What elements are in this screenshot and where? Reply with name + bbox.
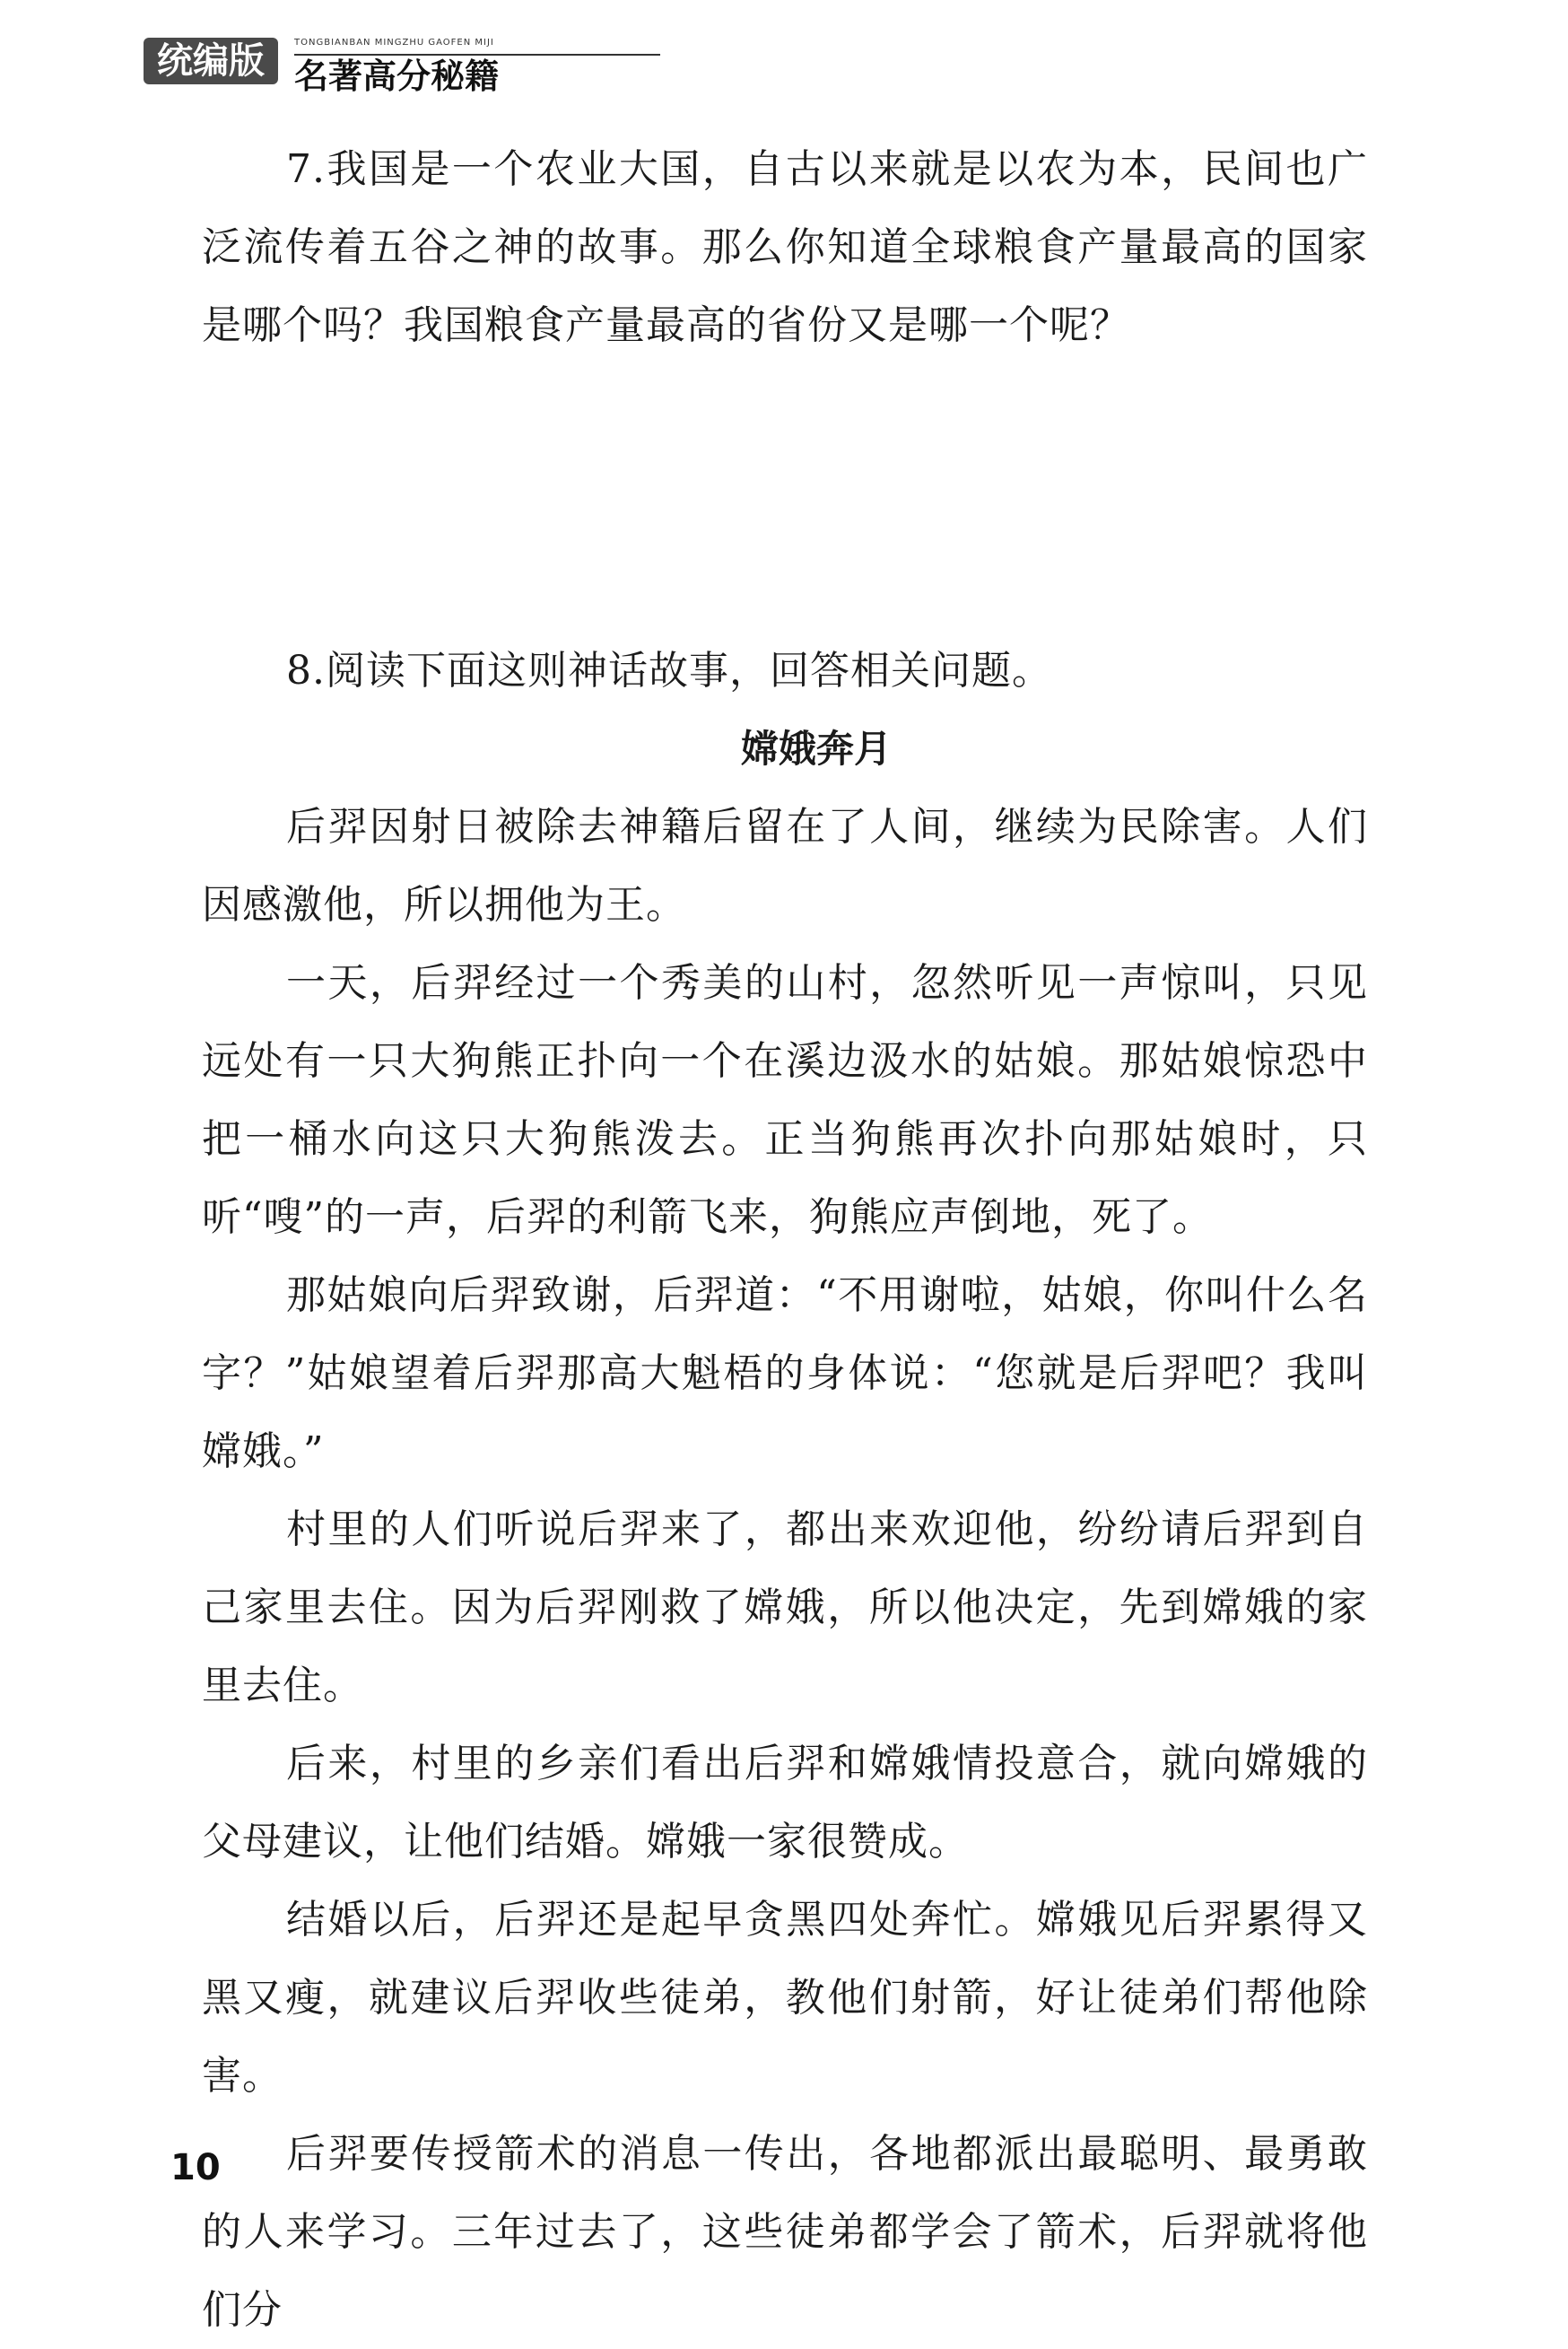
header-pinyin-subtitle: TONGBIANBAN MINGZHU GAOFEN MIJI [294,38,494,48]
header-title: 名著高分秘籍 [294,57,500,96]
story-paragraph: 后羿要传授箭术的消息一传出，各地都派出最聪明、最勇敢的人来学习。三年过去了，这些徒弟都学会了箭术，后羿就将他们分 [202,2131,1368,2333]
brand-badge [144,38,278,84]
question-7: 7.我国是一个农业大国，自古以来就是以农为本，民间也广泛流传着五谷之神的故事。那么你知道全球粮食产量最高的国家是哪个吗？我国粮食产量最高的省份又是哪一个呢？ [202,146,1368,348]
story-paragraph: 村里的人们听说后羿来了，都出来欢迎他，纷纷请后羿到自己家里去住。因为后羿刚救了嫦娥，所以他决定，先到嫦娥的家里去住。 [202,1506,1368,1708]
story-paragraph: 结婚以后，后羿还是起早贪黑四处奔忙。嫦娥见后羿累得又黑又瘦，就建议后羿收些徒弟，教他们射箭，好让徒弟们帮他除害。 [202,1897,1368,2099]
story-title: 嫦娥奔月 [740,727,892,771]
story-paragraph: 后来，村里的乡亲们看出后羿和嫦娥情投意合，就向嫦娥的父母建议，让他们结婚。嫦娥一家很赞成。 [202,1741,1368,1864]
story-paragraph: 一天，后羿经过一个秀美的山村，忽然听见一声惊叫，只见远处有一只大狗熊正扑向一个在溪边汲水的姑娘。那姑娘惊恐中把一桶水向这只大狗熊泼去。正当狗熊再次扑向那姑娘时，只听“嗖”的一声，后羿的利箭飞来，狗熊应声倒地，死了。 [202,960,1368,1240]
brand-label: 统编版 [157,40,265,82]
question-8: 8.阅读下面这则神话故事，回答相关问题。 [286,648,1052,694]
page-number: 10 [170,2147,221,2188]
story-paragraph: 那姑娘向后羿致谢，后羿道：“不用谢啦，姑娘，你叫什么名字？”姑娘望着后羿那高大魁梧的身体说：“您就是后羿吧？我叫嫦娥。” [202,1272,1368,1474]
header-divider [294,54,660,56]
story-paragraph: 后羿因射日被除去神籍后留在了人间，继续为民除害。人们因感激他，所以拥他为王。 [202,804,1368,928]
page-content [202,130,1368,2349]
